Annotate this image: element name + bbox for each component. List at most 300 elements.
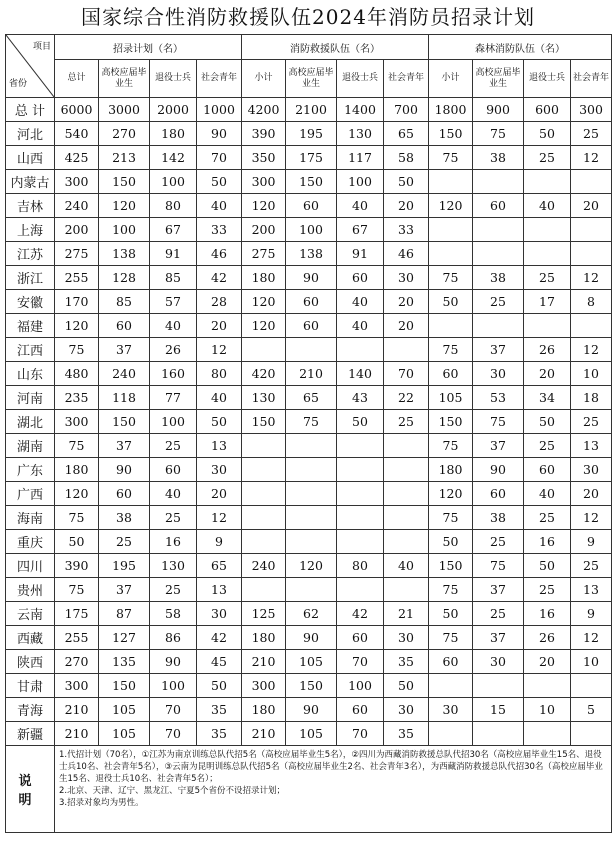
table-cell: 75 — [429, 266, 473, 290]
province-row — [6, 722, 612, 746]
province-row — [6, 458, 612, 482]
table-cell: 5 — [571, 698, 612, 722]
table-cell: 30 — [384, 698, 429, 722]
table-cell: 75 — [55, 578, 99, 602]
table-cell: 45 — [197, 650, 242, 674]
table-cell: 210 — [55, 698, 99, 722]
table-cell: 75 — [473, 554, 524, 578]
table-cell: 13 — [197, 578, 242, 602]
table-cell — [571, 314, 612, 338]
table-cell — [242, 530, 286, 554]
table-cell: 13 — [571, 434, 612, 458]
province-name: 安徽 — [6, 290, 55, 314]
table-cell: 210 — [242, 722, 286, 746]
table-cell: 42 — [337, 602, 384, 626]
table-cell: 300 — [55, 170, 99, 194]
table-cell: 75 — [429, 506, 473, 530]
table-cell: 75 — [429, 146, 473, 170]
table-cell: 40 — [524, 482, 571, 506]
table-cell: 25 — [384, 410, 429, 434]
corner-header-cell — [6, 35, 55, 98]
table-cell: 37 — [473, 578, 524, 602]
province-name: 江西 — [6, 338, 55, 362]
table-cell: 180 — [242, 626, 286, 650]
province-row — [6, 218, 612, 242]
sub-header: 高校应届毕业生 — [286, 60, 337, 98]
table-cell: 90 — [150, 650, 197, 674]
table-cell: 40 — [337, 314, 384, 338]
table-cell: 150 — [429, 410, 473, 434]
province-row — [6, 290, 612, 314]
table-cell — [473, 218, 524, 242]
table-cell: 16 — [150, 530, 197, 554]
table-cell: 90 — [286, 626, 337, 650]
table-cell: 138 — [286, 242, 337, 266]
table-cell: 40 — [524, 194, 571, 218]
table-cell: 105 — [99, 698, 150, 722]
table-cell: 50 — [524, 410, 571, 434]
table-cell — [286, 578, 337, 602]
province-name: 浙江 — [6, 266, 55, 290]
province-name: 上海 — [6, 218, 55, 242]
table-cell: 16 — [524, 530, 571, 554]
table-cell: 12 — [571, 506, 612, 530]
table-cell — [242, 338, 286, 362]
table-cell: 25 — [571, 122, 612, 146]
province-name: 广东 — [6, 458, 55, 482]
province-name: 河北 — [6, 122, 55, 146]
table-cell: 130 — [242, 386, 286, 410]
table-cell: 75 — [429, 338, 473, 362]
sub-header: 退役士兵 — [337, 60, 384, 98]
note-line: 1.代招计划（70名），①江苏为南京训练总队代招5名（高校应届毕业生5名），②四川为西藏消防救援总队代招30名（高校应届毕业生15名、退役士兵10名、社会青年5名），③云南为昆明训练总队代招5名（高校应届毕业生2名、社会青年3名），为西藏消防救援总队代招30名（高校应届毕业生15名、退役士兵10名、社会青年5名）； — [59, 750, 603, 784]
table-cell — [384, 482, 429, 506]
table-cell — [286, 338, 337, 362]
table-cell: 42 — [197, 626, 242, 650]
table-cell — [242, 506, 286, 530]
recruitment-plan-table — [5, 34, 612, 833]
table-cell — [571, 674, 612, 698]
sub-header: 社会青年 — [197, 60, 242, 98]
table-cell: 75 — [473, 122, 524, 146]
table-cell — [473, 170, 524, 194]
table-cell: 65 — [384, 122, 429, 146]
table-cell: 900 — [473, 98, 524, 122]
province-row — [6, 362, 612, 386]
table-cell — [337, 338, 384, 362]
table-cell: 160 — [150, 362, 197, 386]
province-name: 甘肃 — [6, 674, 55, 698]
table-cell: 46 — [384, 242, 429, 266]
sub-header: 退役士兵 — [150, 60, 197, 98]
table-cell: 20 — [384, 194, 429, 218]
table-cell: 25 — [473, 290, 524, 314]
table-cell: 20 — [384, 290, 429, 314]
table-cell: 120 — [99, 194, 150, 218]
table-cell: 35 — [197, 698, 242, 722]
table-cell: 120 — [242, 194, 286, 218]
table-cell: 34 — [524, 386, 571, 410]
table-cell: 30 — [197, 458, 242, 482]
table-cell: 12 — [197, 506, 242, 530]
province-name: 河南 — [6, 386, 55, 410]
table-cell: 213 — [99, 146, 150, 170]
table-cell: 235 — [55, 386, 99, 410]
table-cell: 60 — [286, 290, 337, 314]
table-cell: 390 — [242, 122, 286, 146]
table-cell — [384, 338, 429, 362]
table-cell: 25 — [473, 530, 524, 554]
table-cell: 33 — [197, 218, 242, 242]
table-cell — [524, 170, 571, 194]
header-sub-row — [6, 60, 612, 98]
table-cell: 150 — [99, 674, 150, 698]
table-cell: 100 — [286, 218, 337, 242]
table-cell — [429, 314, 473, 338]
table-cell — [384, 530, 429, 554]
table-cell: 17 — [524, 290, 571, 314]
table-cell: 2000 — [150, 98, 197, 122]
table-cell — [337, 458, 384, 482]
table-cell: 15 — [473, 698, 524, 722]
table-cell: 120 — [242, 314, 286, 338]
table-cell: 60 — [286, 314, 337, 338]
table-cell: 10 — [571, 650, 612, 674]
table-cell: 85 — [99, 290, 150, 314]
table-cell: 30 — [571, 458, 612, 482]
table-cell: 170 — [55, 290, 99, 314]
table-cell — [286, 506, 337, 530]
table-cell: 60 — [337, 698, 384, 722]
table-cell: 2100 — [286, 98, 337, 122]
province-name: 山西 — [6, 146, 55, 170]
table-cell: 50 — [55, 530, 99, 554]
table-cell: 270 — [55, 650, 99, 674]
table-cell — [429, 722, 473, 746]
table-cell: 210 — [286, 362, 337, 386]
table-cell: 37 — [473, 434, 524, 458]
table-cell: 53 — [473, 386, 524, 410]
province-row — [6, 626, 612, 650]
table-cell: 275 — [55, 242, 99, 266]
table-cell: 25 — [571, 554, 612, 578]
table-cell — [571, 722, 612, 746]
table-cell: 30 — [473, 650, 524, 674]
table-cell: 70 — [150, 722, 197, 746]
table-cell — [337, 482, 384, 506]
table-cell: 140 — [337, 362, 384, 386]
table-cell: 100 — [150, 170, 197, 194]
table-cell: 70 — [150, 698, 197, 722]
sub-header: 社会青年 — [384, 60, 429, 98]
table-cell: 210 — [242, 650, 286, 674]
province-name: 新疆 — [6, 722, 55, 746]
table-cell: 120 — [429, 194, 473, 218]
province-row — [6, 650, 612, 674]
table-cell — [524, 218, 571, 242]
table-cell: 180 — [429, 458, 473, 482]
table-cell: 100 — [150, 674, 197, 698]
table-cell: 200 — [242, 218, 286, 242]
table-cell: 195 — [99, 554, 150, 578]
table-cell — [429, 242, 473, 266]
province-name: 陕西 — [6, 650, 55, 674]
table-cell — [473, 722, 524, 746]
table-cell: 100 — [150, 410, 197, 434]
table-cell: 105 — [286, 650, 337, 674]
note-line: 3.招录对象均为男性。 — [59, 798, 144, 808]
province-row — [6, 266, 612, 290]
table-cell — [429, 674, 473, 698]
table-cell: 117 — [337, 146, 384, 170]
table-cell — [429, 218, 473, 242]
province-name: 总 计 — [6, 98, 55, 122]
table-cell: 25 — [524, 266, 571, 290]
table-cell: 75 — [55, 434, 99, 458]
table-cell: 35 — [384, 650, 429, 674]
table-cell: 21 — [384, 602, 429, 626]
table-cell: 180 — [242, 266, 286, 290]
sub-header: 高校应届毕业生 — [473, 60, 524, 98]
corner-label-province: 省份 — [9, 79, 28, 89]
sub-header: 小计 — [429, 60, 473, 98]
province-name: 云南 — [6, 602, 55, 626]
table-cell: 37 — [473, 626, 524, 650]
table-cell — [242, 578, 286, 602]
table-cell: 60 — [99, 482, 150, 506]
table-cell: 40 — [197, 194, 242, 218]
province-row — [6, 482, 612, 506]
table-cell — [473, 242, 524, 266]
table-cell: 120 — [55, 482, 99, 506]
table-cell: 38 — [473, 146, 524, 170]
table-cell: 75 — [286, 410, 337, 434]
table-cell: 20 — [197, 482, 242, 506]
province-name: 贵州 — [6, 578, 55, 602]
table-cell: 28 — [197, 290, 242, 314]
table-cell: 175 — [286, 146, 337, 170]
table-cell: 80 — [197, 362, 242, 386]
table-cell — [337, 530, 384, 554]
table-cell: 62 — [286, 602, 337, 626]
table-cell: 240 — [55, 194, 99, 218]
table-cell: 42 — [197, 266, 242, 290]
table-cell: 255 — [55, 626, 99, 650]
table-cell: 130 — [150, 554, 197, 578]
table-cell: 600 — [524, 98, 571, 122]
province-row — [6, 170, 612, 194]
province-row — [6, 554, 612, 578]
table-cell: 150 — [286, 170, 337, 194]
total-row — [6, 98, 612, 122]
table-cell: 20 — [571, 482, 612, 506]
sub-header: 退役士兵 — [524, 60, 571, 98]
group-header-forest-fire: 森林消防队伍（名） — [429, 35, 612, 60]
province-row — [6, 242, 612, 266]
table-cell: 50 — [197, 674, 242, 698]
table-cell: 127 — [99, 626, 150, 650]
table-cell: 60 — [473, 194, 524, 218]
table-cell: 50 — [524, 554, 571, 578]
table-cell: 270 — [99, 122, 150, 146]
table-cell — [242, 482, 286, 506]
table-cell: 150 — [99, 170, 150, 194]
table-cell: 390 — [55, 554, 99, 578]
table-cell: 46 — [197, 242, 242, 266]
table-cell: 60 — [99, 314, 150, 338]
table-cell: 70 — [337, 650, 384, 674]
table-cell: 200 — [55, 218, 99, 242]
table-cell: 70 — [384, 362, 429, 386]
table-cell: 40 — [150, 314, 197, 338]
table-cell: 25 — [473, 602, 524, 626]
table-cell: 80 — [337, 554, 384, 578]
note-line: 2.北京、天津、辽宁、黑龙江、宁夏5个省份不设招录计划； — [59, 786, 286, 796]
table-cell: 135 — [99, 650, 150, 674]
table-cell — [337, 578, 384, 602]
table-cell: 50 — [429, 530, 473, 554]
table-cell: 240 — [99, 362, 150, 386]
table-cell — [286, 458, 337, 482]
table-cell: 425 — [55, 146, 99, 170]
corner-label-item: 项目 — [32, 42, 51, 52]
table-cell: 35 — [197, 722, 242, 746]
table-cell: 75 — [55, 506, 99, 530]
table-cell: 16 — [524, 602, 571, 626]
table-cell: 25 — [524, 506, 571, 530]
province-row — [6, 410, 612, 434]
province-row — [6, 506, 612, 530]
table-cell: 67 — [150, 218, 197, 242]
table-cell: 70 — [337, 722, 384, 746]
table-cell: 138 — [99, 242, 150, 266]
table-cell: 65 — [286, 386, 337, 410]
province-name: 重庆 — [6, 530, 55, 554]
province-row — [6, 698, 612, 722]
table-cell: 240 — [242, 554, 286, 578]
province-name: 西藏 — [6, 626, 55, 650]
table-cell — [286, 530, 337, 554]
table-cell: 26 — [524, 626, 571, 650]
table-cell: 210 — [55, 722, 99, 746]
table-cell: 300 — [571, 98, 612, 122]
table-cell: 9 — [197, 530, 242, 554]
table-cell: 35 — [384, 722, 429, 746]
table-cell: 10 — [571, 362, 612, 386]
table-cell: 540 — [55, 122, 99, 146]
table-cell — [242, 434, 286, 458]
notes-text — [55, 746, 612, 833]
table-cell: 38 — [99, 506, 150, 530]
table-cell: 150 — [99, 410, 150, 434]
province-row — [6, 146, 612, 170]
table-cell: 120 — [286, 554, 337, 578]
table-cell: 60 — [524, 458, 571, 482]
table-cell: 3000 — [99, 98, 150, 122]
table-cell: 58 — [384, 146, 429, 170]
table-cell: 22 — [384, 386, 429, 410]
table-cell: 26 — [150, 338, 197, 362]
group-header-fire-rescue: 消防救援队伍（名） — [242, 35, 429, 60]
table-cell: 60 — [429, 362, 473, 386]
table-cell: 40 — [337, 194, 384, 218]
sub-header: 社会青年 — [571, 60, 612, 98]
table-cell: 420 — [242, 362, 286, 386]
table-cell: 25 — [524, 146, 571, 170]
table-cell: 37 — [473, 338, 524, 362]
table-cell: 195 — [286, 122, 337, 146]
table-cell: 40 — [337, 290, 384, 314]
table-cell: 75 — [429, 578, 473, 602]
province-name: 内蒙古 — [6, 170, 55, 194]
table-cell: 6000 — [55, 98, 99, 122]
table-cell: 20 — [384, 314, 429, 338]
table-cell: 67 — [337, 218, 384, 242]
table-cell — [429, 170, 473, 194]
table-cell — [524, 242, 571, 266]
table-cell: 275 — [242, 242, 286, 266]
table-cell: 91 — [337, 242, 384, 266]
province-row — [6, 386, 612, 410]
table-cell: 25 — [99, 530, 150, 554]
table-cell: 1800 — [429, 98, 473, 122]
table-cell: 60 — [473, 482, 524, 506]
table-cell: 20 — [524, 362, 571, 386]
table-cell: 20 — [571, 194, 612, 218]
table-cell: 40 — [384, 554, 429, 578]
table-cell — [384, 458, 429, 482]
table-cell — [524, 674, 571, 698]
table-cell: 50 — [429, 290, 473, 314]
province-row — [6, 674, 612, 698]
table-cell: 105 — [99, 722, 150, 746]
province-name: 江苏 — [6, 242, 55, 266]
table-cell: 37 — [99, 434, 150, 458]
table-cell: 255 — [55, 266, 99, 290]
sub-header: 总计 — [55, 60, 99, 98]
table-cell — [473, 314, 524, 338]
province-name: 湖南 — [6, 434, 55, 458]
table-cell: 300 — [55, 674, 99, 698]
table-cell — [286, 434, 337, 458]
notes-row — [6, 746, 612, 833]
table-cell: 12 — [571, 146, 612, 170]
table-cell: 37 — [99, 338, 150, 362]
province-name: 福建 — [6, 314, 55, 338]
table-cell — [286, 482, 337, 506]
table-cell: 30 — [197, 602, 242, 626]
table-cell: 80 — [150, 194, 197, 218]
table-cell: 25 — [150, 434, 197, 458]
table-cell: 150 — [429, 122, 473, 146]
table-cell — [571, 170, 612, 194]
province-row — [6, 194, 612, 218]
table-cell: 60 — [286, 194, 337, 218]
table-cell: 40 — [150, 482, 197, 506]
table-cell: 12 — [571, 266, 612, 290]
table-cell: 60 — [337, 626, 384, 650]
table-cell — [384, 506, 429, 530]
table-cell: 18 — [571, 386, 612, 410]
table-cell: 25 — [524, 578, 571, 602]
province-row — [6, 434, 612, 458]
table-cell: 300 — [242, 674, 286, 698]
table-cell: 8 — [571, 290, 612, 314]
province-name: 青海 — [6, 698, 55, 722]
table-cell: 90 — [197, 122, 242, 146]
table-cell: 25 — [150, 578, 197, 602]
province-row — [6, 602, 612, 626]
